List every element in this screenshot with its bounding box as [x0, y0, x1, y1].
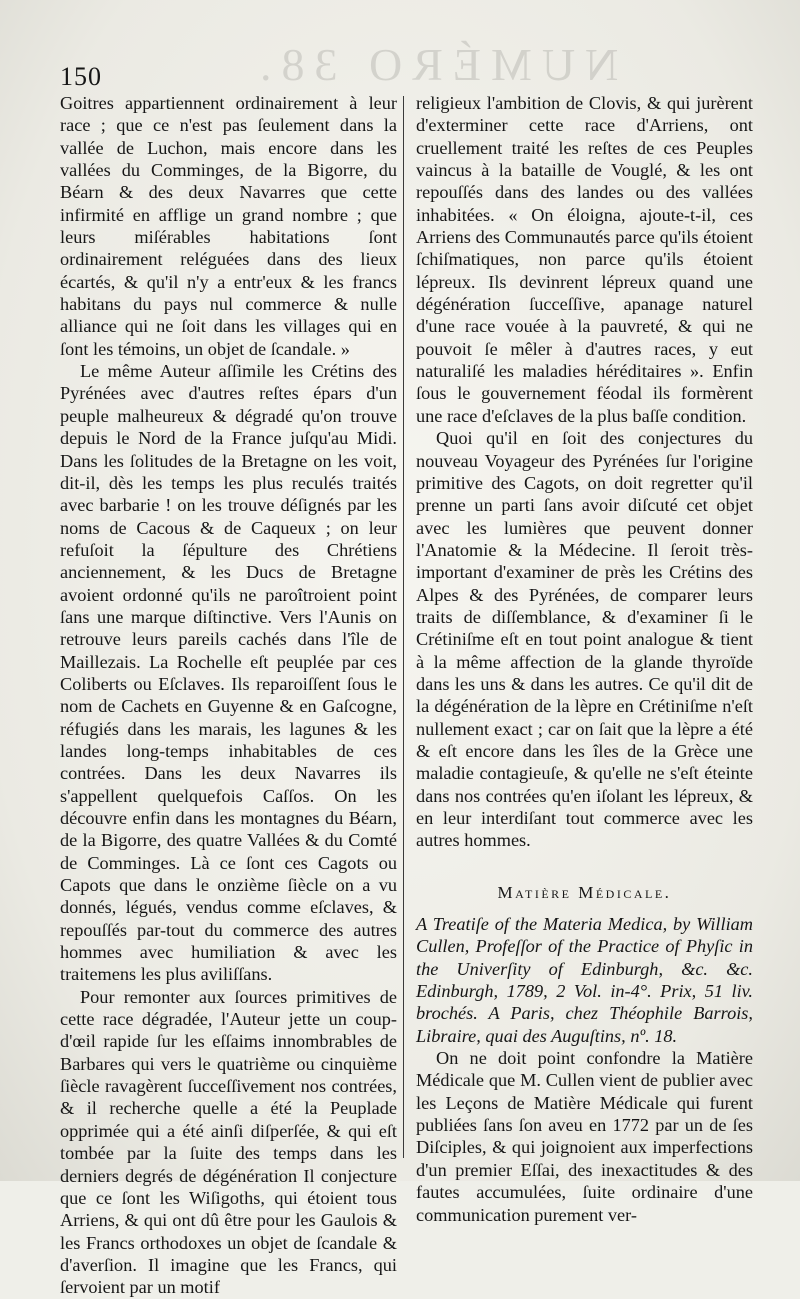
paragraph: religieux l'ambition de Clovis, & qui jurèrent d'exterminer cette race d'Arriens, ont cruellement traité les reſtes de ces Peuples vaincus à la bataille de Vouglé, & les ont repouſſés dans des landes ou des vallées inhabitées. « On éloigna, ajoute-t-il, ces Arriens des Communautés parce qu'ils étoient ſchiſmatiques, non parce qu'ils étoient lépreux. Ils devinrent lépreux quand une dégénération ſucceſſive, apanage naturel d'une race vouée à la pauvreté, & qui ne pouvoit ſe mêler à d'autres races, y eut naturaliſé les maladies héréditaires ». Enfin ſous le gouvernement féodal ils formèrent une race d'eſclaves de la plus baſſe condition. — [416, 93, 753, 426]
paragraph: On ne doit point confondre la Matière Médicale que M. Cullen vient de publier avec les Leçons de Matière Médicale qui furent publiées ſans ſon aveu en 1772 par un de ſes Diſciples, & qui joignoient aux imperfections d'un premier Eſſai, des inexactitudes & des fautes accumulées, ſuite ordinaire d'une communication purement ver- — [416, 1048, 753, 1225]
column-divider — [403, 96, 404, 1158]
paragraph: Pour remonter aux ſources primitives de cette race dégradée, l'Auteur jette un coup-d'œil rapide ſur les eſſaims innombrables de Barbares qui vers le quatrième ou cinquième ſiècle ravagèrent ſucceſſivement nos contrées, & il recherche quelle a été la Peuplade opprimée qui a été ainſi diſperſée, & qui eſt tombée par la ſuite des temps dans les derniers degrés de dégénération Il conjecture que ce ſont les Wiſigoths, qui étoient tous Arriens, & qui ont dû être pour les Gaulois & les Francs orthodoxes un objet de ſcandale & d'averſion. Il imagine que les Francs, qui ſervoient par un motif — [60, 986, 397, 1298]
book-title: A Treatiſe of the Materia Medica, by William Cullen, Profeſſor of the Practice of Phyſic in the Univerſity of Edinburgh, &c. &c. Edinburgh, 1789, 2 Vol. in-4°. Prix, 51 liv. brochés. A Paris, chez Théophile Barrois, Libraire, quai des Auguſtins, nº. 18. — [416, 914, 753, 1046]
bleed-through-text: NUMÉRO 38. — [250, 39, 619, 90]
paragraph: Le même Auteur aſſimile les Crétins des Pyrénées avec d'autres reſtes épars d'un peuple malheureux & dégradé qu'on trouve depuis le Nord de la France juſqu'au Midi. Dans les ſolitudes de la Bretagne on les voit, dit-il, dès les temps les plus reculés traités avec barbarie ! on les trouve déſignés par les noms de Cacous & de Caqueux ; on leur refuſoit la ſépulture des Chrétiens anciennement, & les Ducs de Bretagne avoient ordonné qu'ils ne paroîtroient point ſans une marque diſtinctive. Vers l'Aunis on retrouve leurs pareils cachés dans l'île de Maillezais. La Rochelle eſt peuplée par ces Coliberts ou Eſclaves. Ils reparoiſſent ſous le nom de Cachets en Guyenne & en Gaſcogne, réfugiés dans les marais, les lagunes & les landes long-temps inhabitables de ces contrées. Dans les deux Navarres ils s'appellent quelquefois Caſſos. On les découvre enfin dans les montagnes du Béarn, de la Bigorre, des quatre Vallées & du Comté de Comminges. Là ce ſont ces Cagots ou Capots que dans le onzième ſiècle on a vu donnés, légués, vendus comme eſclaves, & repouſſés par-tout du commerce des autres hommes avec humiliation & avec les traitemens les plus aviliſſans. — [60, 361, 397, 985]
section-heading: Matière Médicale. — [497, 882, 672, 902]
paragraph: Quoi qu'il en ſoit des conjectures du nouveau Voyageur des Pyrénées ſur l'origine primitive des Cagots, on doit regretter qu'il prenne un parti ſans avoir diſcuté cet objet avec les lumières que peuvent donner l'Anatomie & la Médecine. Il ſeroit très-important d'examiner de près les Crétins des Alpes & des Pyrénées, de comparer leurs traits de diſſemblance, & d'examiner ſi le Crétiniſme eſt en tout point analogue & tient à la même affection de la glande thyroïde dans les uns & dans les autres. Ce qu'il dit de la dégénération de la lèpre en Crétiniſme n'eſt nullement exact ; car on ſait que la lèpre a été & eſt encore dans les îles de la Grèce une maladie contagieuſe, & qu'elle ne s'eſt éteinte dans nos contrées qu'en iſolant les lépreux, & en leur interdiſant tout commerce avec les autres hommes. — [416, 428, 753, 851]
right-column — [416, 92, 753, 1226]
paragraph: Goitres appartiennent ordinairement à leur race ; que ce n'est pas ſeulement dans la vallée de Luchon, mais encore dans les vallées du Comminges, de la Bigorre, du Béarn & des deux Navarres que cette infirmité en afflige un grand nombre ; que leurs miſérables habitations ſont ordinairement reléguées dans des lieux écartés, & qu'il n'y a entr'eux & les francs habitans du pays nul commerce & nulle alliance qui ne ſoit dans les villages qui en ſont les témoins, un objet de ſcandale. » — [60, 93, 397, 359]
page-number: 150 — [60, 62, 102, 91]
left-column — [60, 92, 397, 1299]
